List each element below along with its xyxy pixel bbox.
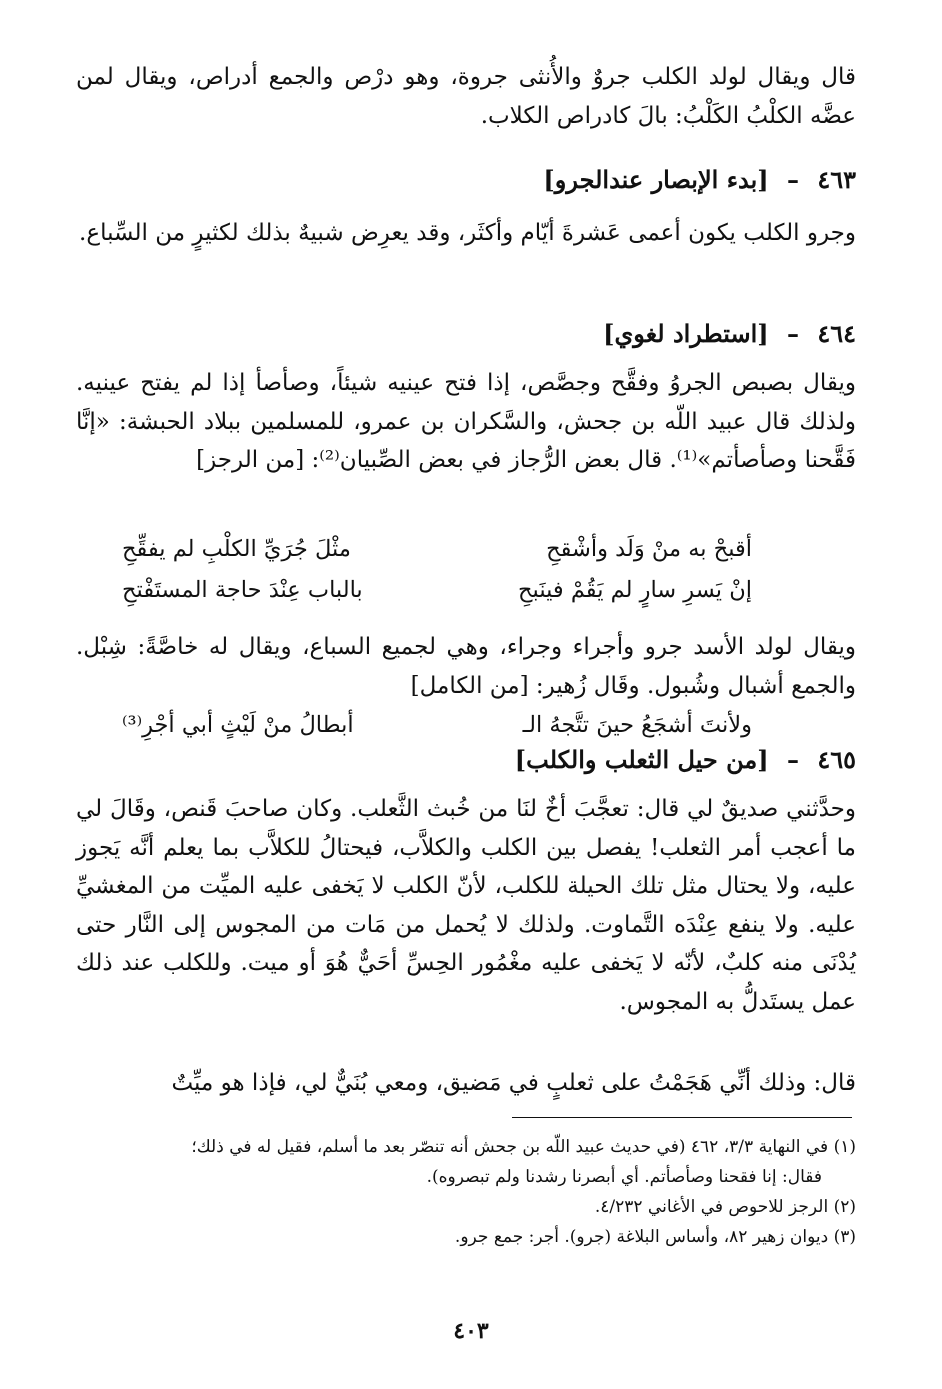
paragraph-linguistic: ويقال بصبص الجروُ وفقَّح وجصَّص، إذا فتح عينيه شيئاً، وصأصأ إذا لم يفتح عينيه. ولذلك قال عبيد اللّه بن جحش، والسَّكران بن عمرو، للمسلمين ببلاد الحبشة: «إنَّا فَقَّحنا وصأصأتم»⁽¹⁾. قال بعض الرُّجاز في بعض الصِّبيان⁽²⁾: [من الرجز] bbox=[76, 370, 856, 473]
paragraph-kalb-puppy: قال ويقال لولد الكلب جروٌ والأُنثى جروة، وهو درْص والجمع أدراص، ويقال لمن عضَّه الكلْبُ الكَلْبُ: بالَ كادراص الكلاب. bbox=[76, 64, 856, 129]
page-number: ٤٠٣ bbox=[453, 1318, 489, 1344]
verse-hemistich-second: مثْلَ جُرَيِّ الكلْبِ لم يفقِّحِ bbox=[122, 536, 351, 562]
section-heading-464 bbox=[76, 314, 856, 354]
section-dash: – bbox=[786, 745, 799, 774]
verse-hemistich-second: أبطالُ منْ لَيْثٍ أبي أجْرِ⁽³⁾ bbox=[122, 712, 354, 738]
section-number: ٤٦٣ bbox=[817, 165, 856, 194]
section-dash: – bbox=[786, 319, 799, 348]
footnote-divider bbox=[512, 1117, 852, 1118]
section-heading-463 bbox=[76, 160, 856, 200]
footnote-1-continuation: فقال: إنا فقحنا وصأصأتم. أي أبصرنا رشدنا ولم تبصروه). bbox=[426, 1167, 822, 1187]
verse-hemistich-first: أقبحْ به منْ وَلَد وأشْقحِ bbox=[546, 536, 752, 562]
verse-line bbox=[122, 706, 752, 744]
footnote-3: (٣) ديوان زهير ٨٢، وأساس البلاغة (جرو). أجر: جمع جرو. bbox=[454, 1227, 856, 1247]
section-title: [استطراد لغوي] bbox=[603, 319, 769, 348]
verse-hemistich-first: إنْ يَسرِ سارٍ لم يَقُمْ فينَبحِ bbox=[518, 577, 752, 603]
verse-hemistich-first: ولأنتَ أشجَعُ حينَ تتَّجهُ الـ bbox=[522, 712, 752, 738]
verse-line bbox=[122, 530, 752, 568]
verse-line bbox=[122, 571, 752, 609]
verse-hemistich-second: بالباب عِنْدَ حاجة المستَفْتحِ bbox=[122, 577, 363, 603]
section-number: ٤٦٤ bbox=[817, 319, 856, 348]
paragraph-blind-days: وجرو الكلب يكون أعمى عَشرةَ أيّام وأكثَر، وقد يعرِض شبيهٌ بذلك لكثيرٍ من السِّباع. bbox=[79, 220, 856, 246]
footnote-1: (١) في النهاية ٣/٣، ٤٦٢ (في حديث عبيد اللّه بن جحش أنه تنصّر بعد ما أسلم، فقيل له في ذلك؛ bbox=[191, 1137, 856, 1157]
section-number: ٤٦٥ bbox=[817, 745, 856, 774]
section-dash: – bbox=[786, 165, 799, 194]
section-heading-465 bbox=[76, 740, 856, 780]
footnote-2: (٢) الرجز للاحوص في الأغاني ٤/٢٣٢. bbox=[594, 1197, 856, 1217]
section-title: [بدء الإبصار عندالجرو] bbox=[543, 165, 769, 194]
paragraph-fox-story: قال: وذلك أنِّي هَجَمْتُ على ثعلبٍ في مَضيق، ومعي بُنَيٌّ لي، فإذا هو ميِّتٌ bbox=[171, 1070, 856, 1096]
section-title: [من حيل الثعلب والكلب] bbox=[514, 745, 769, 774]
paragraph-lion-cub: ويقال لولد الأسد جرو وأجراء وجراء، وهي لجميع السباع، ويقال له خاصَّةً: شِبْل. والجمع أشبال وشُبول. وقَال زُهير: [من الكامل] bbox=[76, 634, 856, 699]
footnotes bbox=[76, 1132, 856, 1252]
paragraph-fox-trick: وحدَّثني صديقٌ لي قال: تعجَّبَ أخٌ لنَا من خُبث الثَّعلب. وكان صاحبَ قَنص، وقَالَ لي ما أعجب أمر الثعلب! يفصل بين الكلب والكلاَّب، فيحتالُ للكلاَّب بما يعلم أنَّه يَجوز عليه، ولا يحتال مثل تلك الحيلة للكلب، لأنّ الكلب لا يَخفى عليه الميِّت من المغشيِّ عليه. ولا ينفع عِنْدَه التَّماوت. ولذلك لا يُحمل من مَات من المجوس إلى النَّار حتى يُدْنَى منه كلبٌ، لأنّه لا يَخفى عليه مغْمُور الحِسِّ أحَيٌّ هُوَ أو ميت. وللكلب عند ذلك عمل يستَدلُّ به المجوس. bbox=[76, 796, 856, 1015]
